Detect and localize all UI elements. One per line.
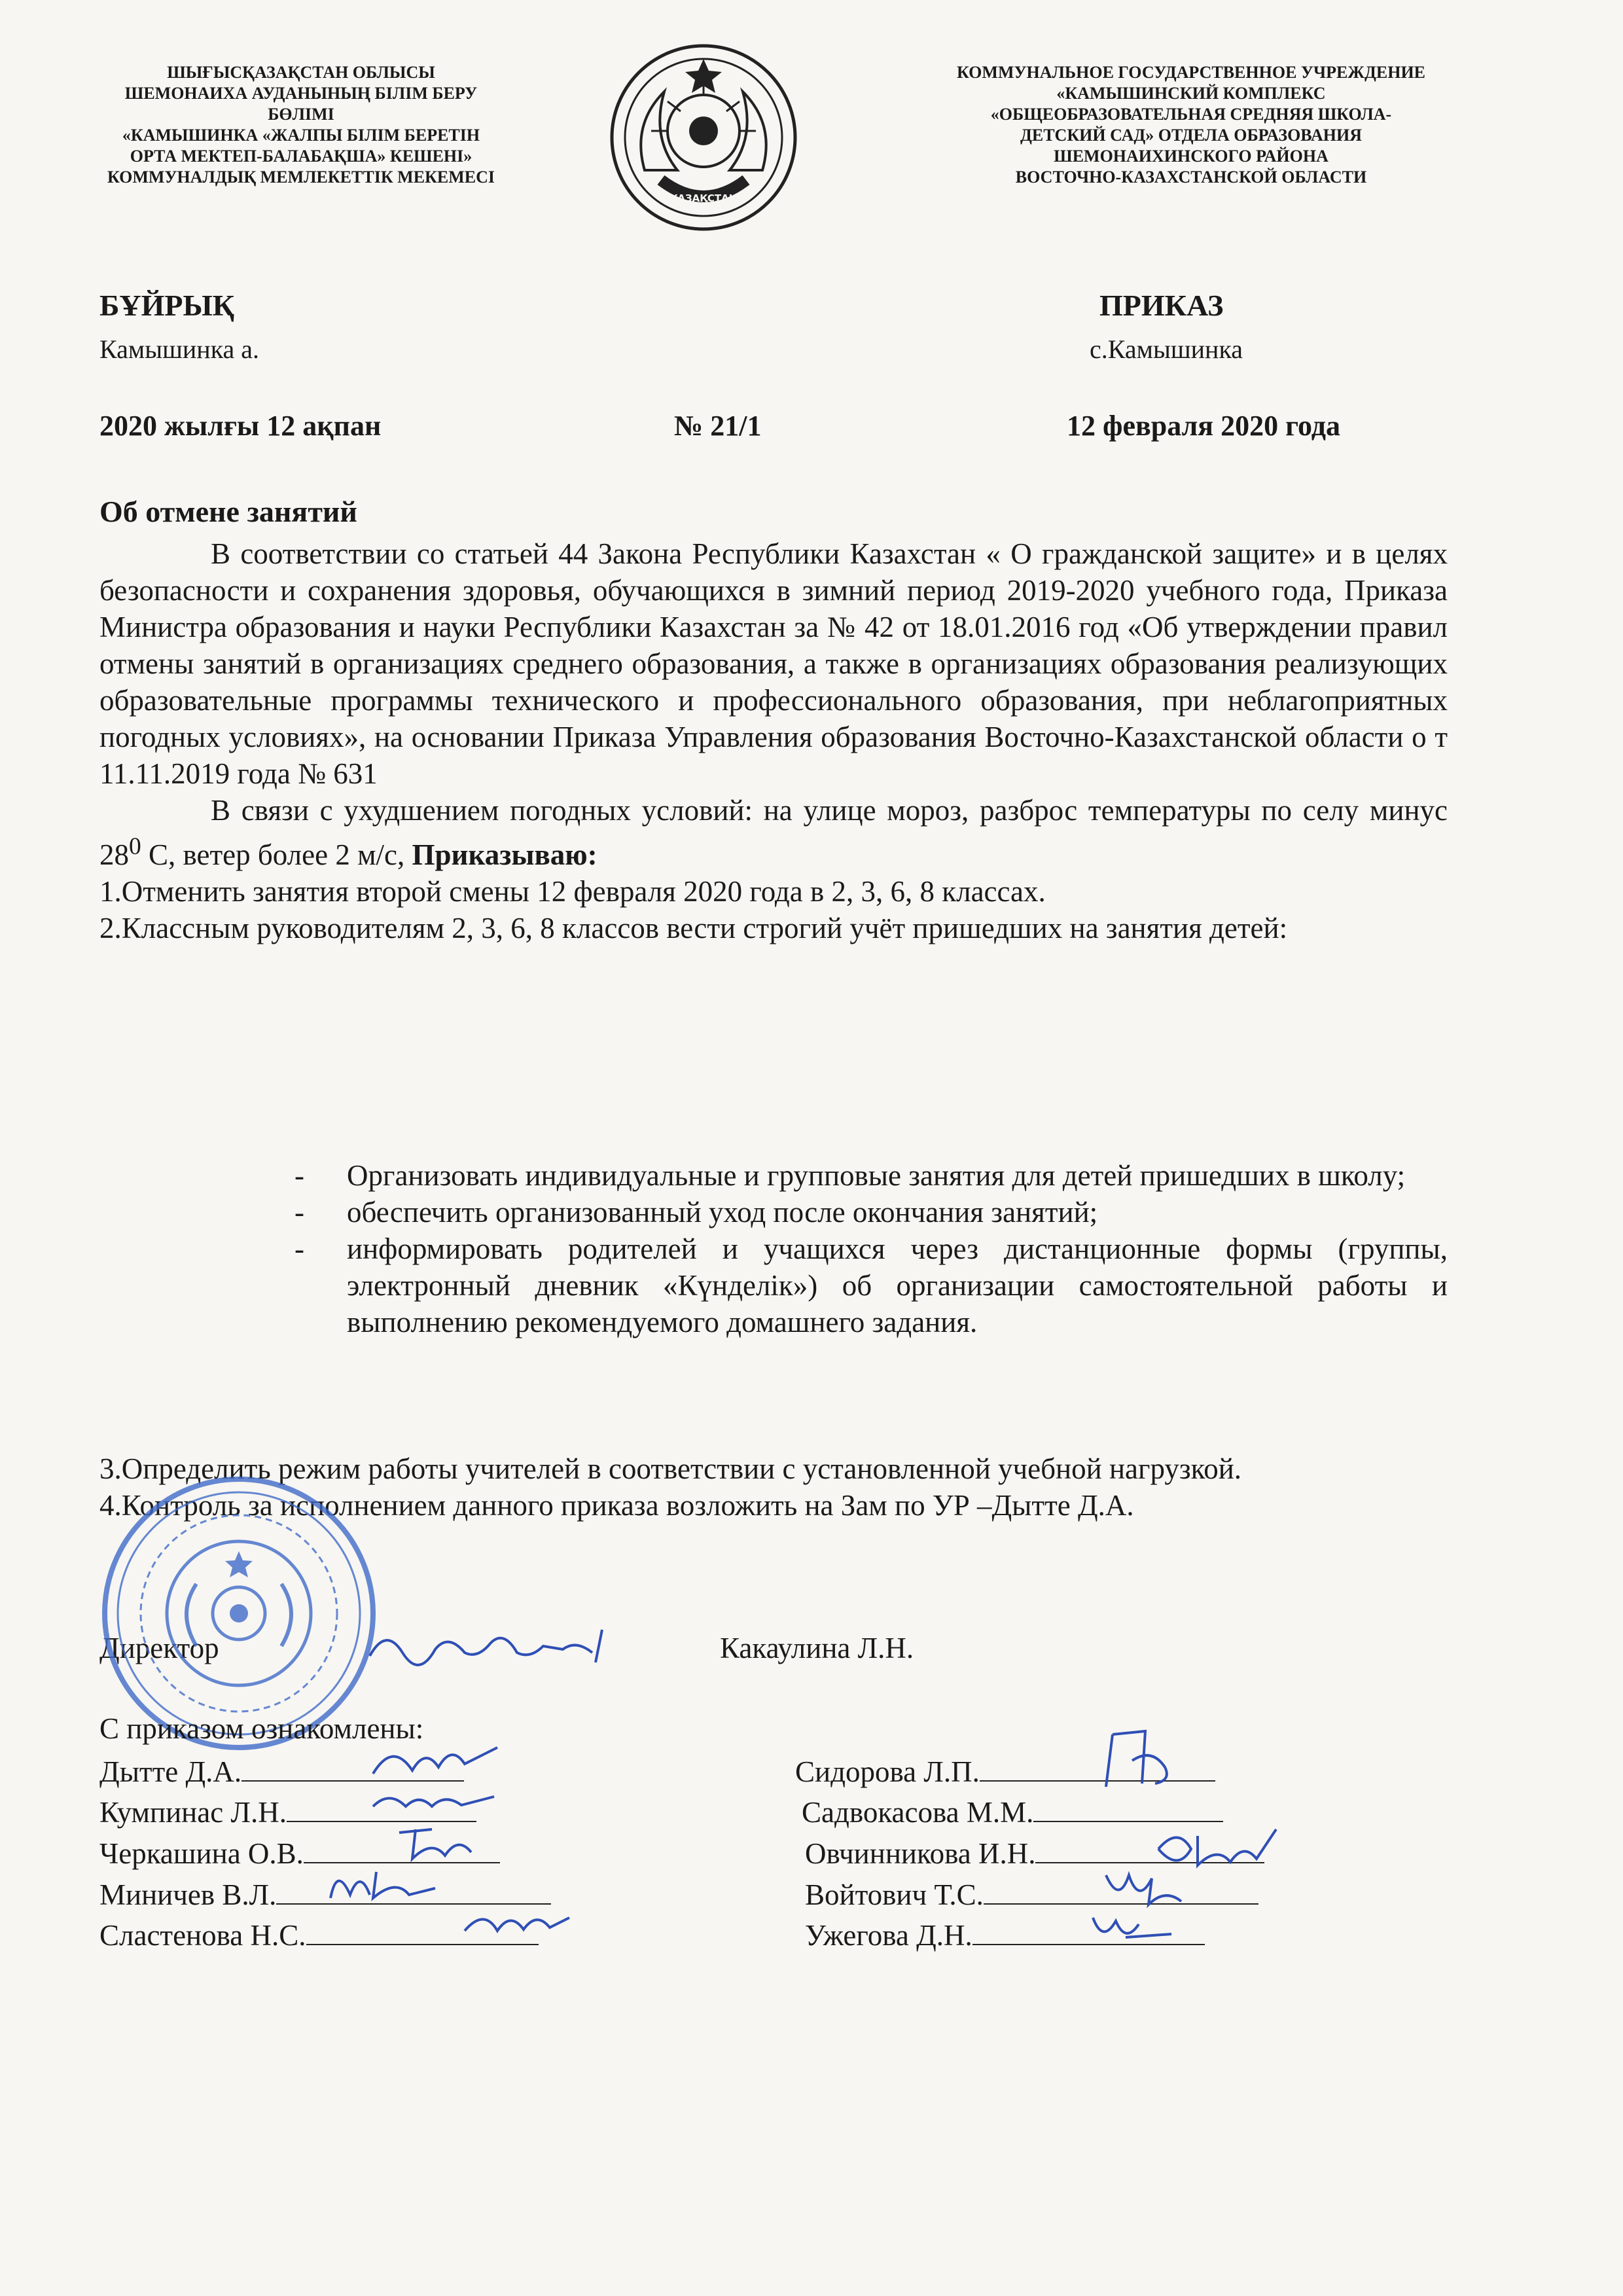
signer-name: Войтович Т.С.: [805, 1878, 984, 1911]
director-role: Директор: [99, 1632, 219, 1664]
bullet-text: обеспечить организованный уход после окончания занятий;: [347, 1196, 1098, 1229]
order-item-1: 1.Отменить занятия второй смены 12 февраля 2020 года в 2, 3, 6, 8 классах.: [99, 875, 1046, 908]
bullet-marker: -: [294, 1232, 304, 1265]
paragraph-weather: [99, 792, 1448, 873]
weather-text: В связи с ухудшением погодных условий: на улице мороз, разброс температуры по селу минус 28: [99, 794, 1448, 871]
header-left-line: БӨЛІМІ: [268, 105, 334, 124]
date-ru: 12 февраля 2020 года: [1067, 410, 1340, 442]
signer-name: Миничев В.Л.: [99, 1878, 277, 1911]
order-title-ru: ПРИКАЗ: [1099, 289, 1224, 322]
signature-kumpinas-icon: [370, 1780, 501, 1820]
signer-name: Черкашина О.В.: [99, 1837, 304, 1870]
place-kz: Камышинка а.: [99, 334, 260, 364]
signature-minichev-icon: [324, 1859, 442, 1908]
signature-line: [1033, 1795, 1223, 1822]
header-right-line: ВОСТОЧНО-КАЗАХСТАНСКОЙ ОБЛАСТИ: [1015, 168, 1367, 187]
order-item-2-bullets: [294, 1157, 1448, 1340]
header-left-line: ШЕМОНАИХА АУДАНЫНЫҢ БІЛІМ БЕРУ: [124, 84, 478, 103]
header-right-line: ДЕТСКИЙ САД» ОТДЕЛА ОБРАЗОВАНИЯ: [1020, 126, 1362, 145]
signer-name: Дытте Д.А.: [99, 1755, 242, 1788]
bullet-text: информировать родителей и учащихся через дистанционные формы (группы, электронный дневник «Күнделік») об организации самостоятельной работы и выполнению рекомендуемого домашнего задания.: [347, 1232, 1448, 1338]
signature-uzhegova-icon: [1086, 1908, 1178, 1954]
director-signature-icon: [366, 1620, 641, 1672]
degree-superscript: 0: [129, 833, 141, 860]
header-right-line: КОММУНАЛЬНОЕ ГОСУДАРСТВЕННОЕ УЧРЕЖДЕНИЕ: [956, 63, 1426, 82]
header-left-line: ШЫҒЫСҚАЗАҚСТАН ОБЛЫСЫ: [167, 63, 435, 82]
paragraph-legal-basis: В соответствии со статьей 44 Закона Республики Казахстан « О гражданской защите» и в целях безопасности и сохранения здоровья, обучающихся в зимний период 2019-2020 учебного года, Приказа Министра образования и науки Республики Казахстан за № 42 от 18.01.2016 год «Об утверждении правил отмены занятий в организациях среднего образования, а также в организациях образования реализующих образовательные программы технического и профессионального образования, при неблагоприятных погодных условиях», на основании Приказа Управления образования Восточно-Казахстанской области о т 11.11.2019 года № 631: [99, 537, 1448, 790]
order-item-2: 2.Классным руководителям 2, 3, 6, 8 классов вести строгий учёт пришедших на занятия детей:: [99, 912, 1288, 944]
header-kazakh-institution: [52, 62, 550, 188]
place-ru: с.Камышинка: [1090, 334, 1243, 364]
order-command: Приказываю:: [412, 838, 597, 871]
signature-slastenova-icon: [458, 1898, 576, 1944]
kazakhstan-emblem-icon: [605, 39, 802, 236]
signature-voitovich-icon: [1099, 1865, 1191, 1911]
order-title-kz: БҰЙРЫҚ: [99, 289, 235, 322]
header-left-line: КОММУНАЛДЫҚ МЕМЛЕКЕТТІК МЕКЕМЕСІ: [107, 168, 495, 187]
order-body: [99, 535, 1448, 946]
signer-name: Кумпинас Л.Н.: [99, 1796, 287, 1829]
order-number: № 21/1: [674, 410, 762, 442]
header-right-line: «КАМЫШИНСКИЙ КОМПЛЕКС: [1056, 84, 1326, 103]
director-name: Какаулина Л.Н.: [720, 1632, 914, 1664]
header-russian-institution: [897, 62, 1486, 188]
signer-name: Ужегова Д.Н.: [805, 1919, 972, 1952]
signer-name: Овчинникова И.Н.: [805, 1837, 1036, 1870]
acquainted-heading: С приказом ознакомлены:: [99, 1712, 424, 1745]
weather-text-end: С, ветер более 2 м/с,: [141, 838, 412, 871]
order-subject: Об отмене занятий: [99, 495, 357, 528]
bullet-marker: -: [294, 1196, 304, 1229]
bullet-item: [294, 1194, 1448, 1230]
order-item-3: 3.Определить режим работы учителей в соответствии с установленной учебной нагрузкой.: [99, 1452, 1242, 1485]
header-left-line: «КАМЫШИНКА «ЖАЛПЫ БІЛІМ БЕРЕТІН: [122, 126, 480, 145]
signer-name: Сластенова Н.С.: [99, 1919, 306, 1952]
emblem-text: ҚАЗАҚСТАН: [669, 192, 738, 204]
bullet-text: Организовать индивидуальные и групповые занятия для детей пришедших в школу;: [347, 1159, 1406, 1192]
signer-name: Садвокасова М.М.: [802, 1796, 1034, 1829]
header-left-line: ОРТА МЕКТЕП-БАЛАБАҚША» КЕШЕНІ»: [130, 147, 473, 166]
signature-sidorova-icon: [1093, 1721, 1185, 1793]
bullet-item: [294, 1230, 1448, 1340]
header-right-line: «ОБЩЕОБРАЗОВАТЕЛЬНАЯ СРЕДНЯЯ ШКОЛА-: [990, 105, 1392, 124]
bullet-marker: -: [294, 1159, 304, 1192]
bullet-item: [294, 1157, 1448, 1194]
signer-name: Сидорова Л.П.: [795, 1755, 980, 1788]
order-item-4: 4.Контроль за исполнением данного приказа возложить на Зам по УР –Дытте Д.А.: [99, 1489, 1134, 1522]
header-right-line: ШЕМОНАИХИНСКОГО РАЙОНА: [1054, 147, 1329, 166]
date-kz: 2020 жылғы 12 ақпан: [99, 410, 382, 442]
signature-dytte-icon: [366, 1734, 517, 1787]
